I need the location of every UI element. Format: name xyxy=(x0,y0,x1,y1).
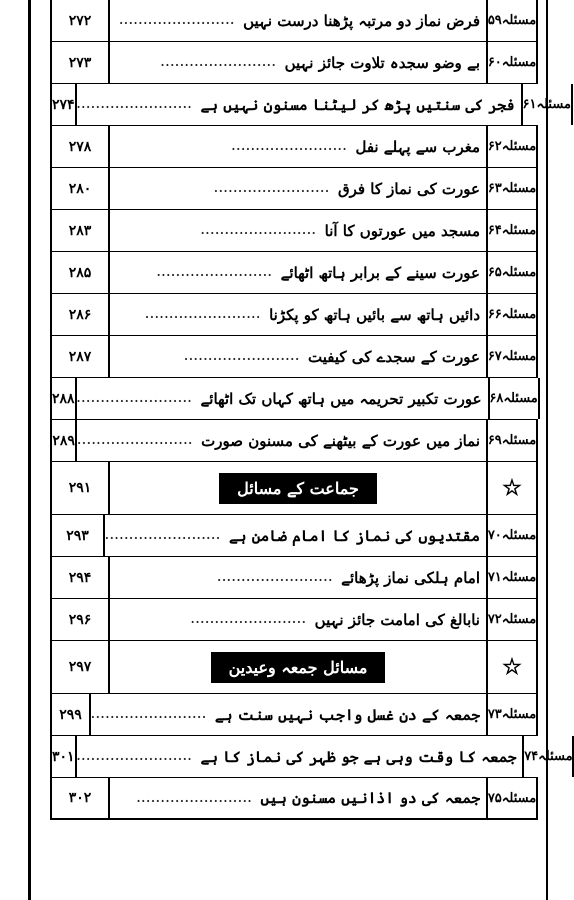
dot-leader: ........................ xyxy=(217,571,334,584)
page-number: ۲۹۴ xyxy=(50,557,110,598)
dot-leader: ........................ xyxy=(76,750,193,763)
toc-row[interactable] xyxy=(50,515,538,557)
toc-row[interactable] xyxy=(50,599,538,641)
entry-title: نماز میں عورت کے بیٹھنے کی مسنون صورت xyxy=(201,431,480,450)
entry-title-cell xyxy=(77,420,486,461)
entry-title-cell xyxy=(110,336,486,377)
entry-title: عورت تکبیر تحریمہ میں ہاتھ کہاں تک اٹھائے xyxy=(200,389,482,408)
entry-title-cell xyxy=(110,294,486,335)
entry-title-cell xyxy=(110,42,486,83)
entry-title-cell xyxy=(77,736,523,777)
toc-row[interactable] xyxy=(50,336,538,378)
issue-number: مسئلہ۶۱ xyxy=(521,84,573,125)
page-number: ۲۸۸ xyxy=(50,378,77,419)
entry-title-cell xyxy=(110,599,486,640)
issue-number: مسئلہ۶۹ xyxy=(486,420,538,461)
entry-title-cell xyxy=(77,378,488,419)
entry-title: مسجد میں عورتوں کا آنا xyxy=(324,221,480,240)
entry-title: نابالغ کی امامت جائز نہیں xyxy=(314,610,480,629)
entry-title: عورت سینے کے برابر ہاتھ اٹھائے xyxy=(280,263,480,282)
dot-leader: ........................ xyxy=(200,224,317,237)
issue-number: مسئلہ۶۷ xyxy=(486,336,538,377)
page-number: ۲۸۷ xyxy=(50,336,110,377)
dot-leader: ........................ xyxy=(136,791,253,805)
entry-title: فرض نماز دو مرتبہ پڑھنا درست نہیں xyxy=(243,11,480,30)
entry-title: جمعہ کا وقت وہی ہے جو ظہر کی نماز کا ہے xyxy=(200,747,517,766)
dot-leader: ........................ xyxy=(231,140,348,153)
toc-row[interactable] xyxy=(50,694,538,736)
entry-title-cell xyxy=(105,515,486,556)
page-number: ۲۹۹ xyxy=(50,694,91,735)
entry-title: جمعہ کے دن غسل واجب نہیں سنت ہے xyxy=(214,705,480,724)
section-title-cell xyxy=(110,641,486,693)
star-glyph: ☆ xyxy=(502,654,522,680)
page-number: ۲۷۸ xyxy=(50,126,110,167)
star-icon xyxy=(486,462,538,514)
toc-row[interactable] xyxy=(50,378,538,420)
page-number: ۳۰۱ xyxy=(50,736,77,777)
left-border-rule xyxy=(28,0,31,900)
page-number: ۲۸۶ xyxy=(50,294,110,335)
star-icon xyxy=(486,641,538,693)
page-number: ۲۸۵ xyxy=(50,252,110,293)
page-number: ۲۷۲ xyxy=(50,0,110,41)
issue-number: مسئلہ۷۵ xyxy=(486,778,538,818)
page-number: ۲۸۹ xyxy=(50,420,77,461)
toc-row[interactable] xyxy=(50,126,538,168)
page-number: ۲۹۱ xyxy=(50,462,110,514)
toc-row[interactable] xyxy=(50,168,538,210)
toc-row[interactable] xyxy=(50,736,573,778)
entry-title-cell xyxy=(77,84,521,125)
entry-title: بے وضو سجدہ تلاوت جائز نہیں xyxy=(284,53,480,72)
issue-number: مسئلہ۶۲ xyxy=(486,126,538,167)
dot-leader: ........................ xyxy=(76,392,193,405)
entry-title: عورت کی نماز کا فرق xyxy=(337,179,480,198)
dot-leader: ........................ xyxy=(160,56,277,69)
toc-row[interactable] xyxy=(50,778,538,820)
toc-row[interactable] xyxy=(50,420,538,462)
issue-number: مسئلہ۵۹ xyxy=(486,0,538,41)
entry-title-cell xyxy=(110,778,486,818)
page-number: ۲۹۶ xyxy=(50,599,110,640)
dot-leader: ........................ xyxy=(156,266,273,279)
toc-row[interactable] xyxy=(50,0,538,42)
section-title-cell xyxy=(110,462,486,514)
entry-title: مقتدیوں کی نماز کا امام ضامن ہے xyxy=(228,526,480,545)
entry-title: مغرب سے پہلے نفل xyxy=(355,137,480,156)
entry-title-cell xyxy=(110,126,486,167)
page-number: ۲۹۳ xyxy=(50,515,105,556)
page-number: ۲۸۰ xyxy=(50,168,110,209)
entry-title-cell xyxy=(110,252,486,293)
issue-number: مسئلہ۷۰ xyxy=(486,515,538,556)
section-banner: جماعت کے مسائل xyxy=(219,473,377,504)
section-header-row[interactable] xyxy=(50,641,538,694)
issue-number: مسئلہ۷۱ xyxy=(486,557,538,598)
toc-row[interactable] xyxy=(50,252,538,294)
issue-number: مسئلہ۶۸ xyxy=(488,378,540,419)
dot-leader: ........................ xyxy=(76,98,193,111)
entry-title: عورت کے سجدے کی کیفیت xyxy=(308,347,480,366)
page-number: ۲۷۳ xyxy=(50,42,110,83)
dot-leader: ........................ xyxy=(119,14,236,27)
toc-row[interactable] xyxy=(50,294,538,336)
entry-title-cell xyxy=(110,557,486,598)
section-header-row[interactable] xyxy=(50,462,538,515)
entry-title: فجر کی سنتیں پڑھ کر لیٹنا مسنون نہیں ہے xyxy=(200,95,515,114)
issue-number: مسئلہ۶۳ xyxy=(486,168,538,209)
issue-number: مسئلہ۶۵ xyxy=(486,252,538,293)
toc-row[interactable] xyxy=(50,557,538,599)
page-number: ۲۹۷ xyxy=(50,641,110,693)
entry-title-cell xyxy=(110,210,486,251)
page-number: ۲۷۴ xyxy=(50,84,77,125)
issue-number: مسئلہ۶۶ xyxy=(486,294,538,335)
issue-number: مسئلہ۶۰ xyxy=(486,42,538,83)
dot-leader: ........................ xyxy=(145,308,262,321)
entry-title: جمعہ کی دو اذانیں مسنون ہیں xyxy=(260,789,480,807)
entry-title-cell xyxy=(110,0,486,41)
entry-title: دائیں ہاتھ سے بائیں ہاتھ کو پکڑنا xyxy=(269,305,480,324)
table-of-contents xyxy=(50,0,573,900)
star-glyph: ☆ xyxy=(502,475,522,501)
dot-leader: ........................ xyxy=(184,350,301,363)
entry-title: امام ہلکی نماز پڑھائے xyxy=(341,568,480,587)
page-number: ۳۰۲ xyxy=(50,778,110,818)
dot-leader: ........................ xyxy=(91,708,207,721)
toc-row[interactable] xyxy=(50,42,538,84)
toc-row[interactable] xyxy=(50,84,571,126)
toc-row[interactable] xyxy=(50,210,538,252)
dot-leader: ........................ xyxy=(105,529,221,542)
entry-title-cell xyxy=(91,694,486,735)
issue-number: مسئلہ۷۴ xyxy=(522,736,574,777)
entry-title-cell xyxy=(110,168,486,209)
dot-leader: ........................ xyxy=(214,182,330,195)
issue-number: مسئلہ۷۳ xyxy=(486,694,538,735)
issue-number: مسئلہ۶۴ xyxy=(486,210,538,251)
section-banner: مسائل جمعہ وعیدین xyxy=(211,652,386,683)
issue-number: مسئلہ۷۲ xyxy=(486,599,538,640)
page-number: ۲۸۳ xyxy=(50,210,110,251)
dot-leader: ........................ xyxy=(190,613,307,626)
dot-leader: ........................ xyxy=(77,434,194,447)
